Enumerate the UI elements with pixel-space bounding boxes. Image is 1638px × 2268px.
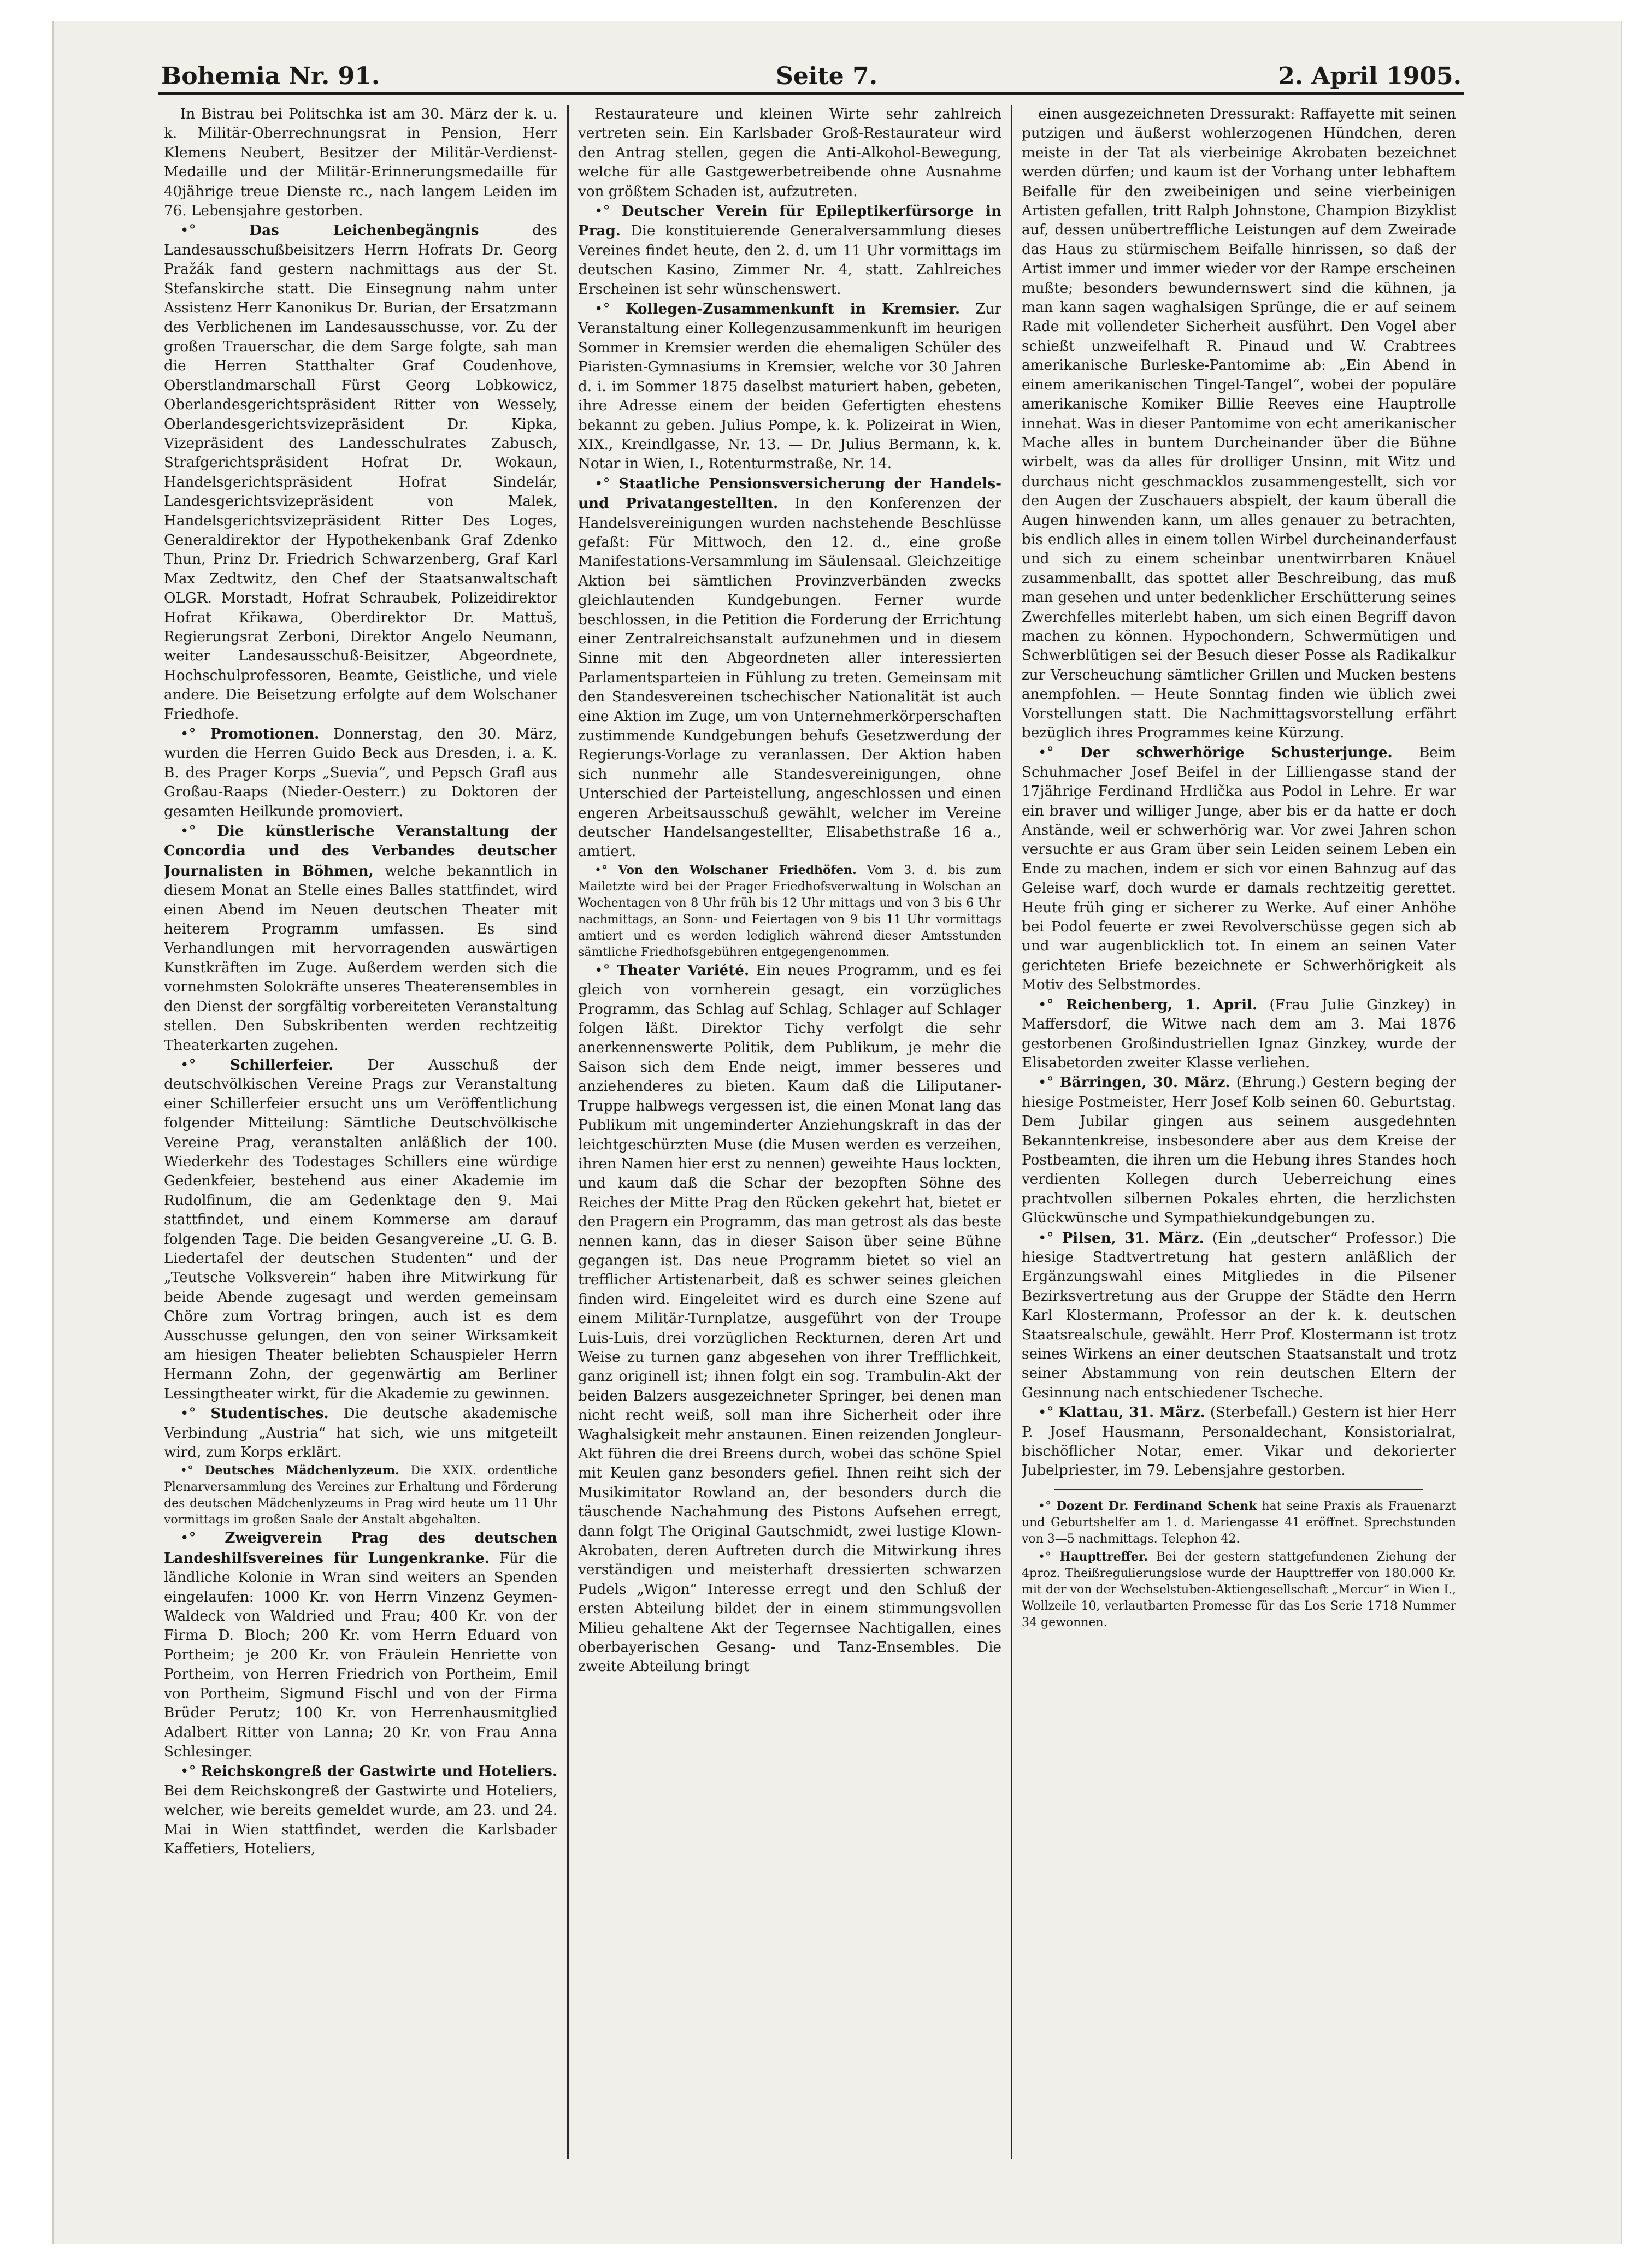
news-item-text: Vom 3. d. bis zum Mailetzte wird bei der Prager Friedhofsverwaltung in Wolschan an Wochentagen von 8 Uhr früh bis 12 Uhr mittags und von 3 bis 6 Uhr nachmittags, an Sonn- und Feiertagen von 9 bis 11 Uhr vormittags amtiert und es werden lediglich während dieser Amtsstunden sämtliche Friedhofsgebühren entgegengenommen. (578, 863, 1001, 959)
news-item-heading: Deutsches Mädchenlyzeum. (204, 1463, 399, 1478)
column-1 (164, 105, 557, 2159)
news-item-text: (Ehrung.) Gestern beging der hiesige Postmeister, Herr Josef Kolb seinen 60. Geburtstag. Dem Jubilar gingen aus seinem ausgedehnten Bekanntenkreise, insbesondere aber aus dem Kreise der Postbeamten, die ihren um die Hebung ihres Standes hoch verdienten Kollegen durch Ueberreichung eines prachtvollen silbernen Pokales ehrten, die herzlichsten Glückwünsche und Sympathiekundgebungen zu. (1022, 1074, 1456, 1227)
news-item-heading: Reichskongreß der Gastwirte und Hoteliers. (201, 1763, 557, 1780)
news-item: •° Bärringen, 30. März. (Ehrung.) Gestern beging der hiesige Postmeister, Herr Josef Kolb seinen 60. Geburtstag. Dem Jubilar gingen aus seinem ausgedehnten Bekanntenkreise, insbesondere aber aus dem Kreise der Postbeamten, die ihren um die Hebung ihres Standes hoch verdienten Kollegen durch Ueberreichung eines prachtvollen silbernen Pokales ehrten, die herzlichsten Glückwünsche und Sympathiekundgebungen zu. (1022, 1074, 1456, 1227)
news-item: •° Das Leichenbegängnis des Landesausschußbeisitzers Herrn Hofrats Dr. Georg Pražák fand gestern nachmittags aus der St. Stefanskirche statt. Die Einsegnung nahm unter Assistenz Herr Kanonikus Dr. Burian, der Ersatzmann des Verblichenen im Landesausschusse, vor. Zu der großen Trauerschar, die dem Sarge folgte, sah man die Herren Statthalter Graf Coudenhove, Oberstlandmarschall Fürst Georg Lobkowicz, Oberlandesgerichtspräsident Ritter von Wessely, Oberlandesgerichtsvizepräsident Dr. Kipka, Vizepräsident des Landesschulrates Zabusch, Strafgerichtspräsident Hofrat Dr. Wokaun, Handelsgerichtspräsident Hofrat Sindelár, Landesgerichtsvizepräsident von Malek, Handelsgerichtsvizepräsident Ritter Des Loges, Generaldirektor der Hypothekenbank Graf Zdenko Thun, Prinz Dr. Friedrich Schwarzenberg, Graf Karl Max Zedtwitz, den Chef der Staatsanwaltschaft OLGR. Morstadt, Hofrat Schraubek, Polizeidirektor Hofrat Křikawa, Oberdirektor Dr. Mattuš, Regierungsrat Zerboni, Direktor Angelo Neumann, weiter Landesausschuß-Beisitzer, Abgeordnete, Hochschulprofessoren, Beamte, Geistliche, und viele andere. Die Beisetzung erfolgte auf dem Wolschaner Friedhofe. (164, 222, 557, 723)
column-separator (567, 105, 569, 2159)
news-item: •° Zweigverein Prag des deutschen Landeshilfsvereines für Lungenkranke. Für die ländliche Kolonie in Wran sind weiters an Spenden eingelaufen: 1000 Kr. von Herrn Vinzenz Geymen-Waldeck von Waldried und Frau; 400 Kr. von der Firma D. Bloch; 200 Kr. vom Herrn Eduard von Portheim; je 200 Kr. von Fräulein Henriette von Portheim, von Herren Friedrich von Portheim, Emil von Portheim, Sigmund Fischl und von der Firma Brüder Perutz; 100 Kr. von Herrenhausmitglied Adalbert Ritter von Lanna; 20 Kr. von Frau Anna Schlesinger. (164, 1529, 557, 1760)
news-item-text: Bei dem Reichskongreß der Gastwirte und Hoteliers, welcher, wie bereits gemeldet wurde, am 23. und 24. Mai in Wien stattfindet, werden die Karlsbader Kaffetiers, Hoteliers, (164, 1782, 557, 1857)
news-item-text: Die deutsche akademische Verbindung „Austria“ hat sich, wie uns mitgeteilt wird, zum Korps erklärt. (164, 1405, 557, 1461)
news-item-heading: Reichenberg, 1. April. (1065, 996, 1258, 1013)
news-item-heading: Theater Variété. (617, 961, 750, 979)
news-item: •° Schillerfeier. Der Ausschuß der deutschvölkischen Vereine Prags zur Veranstaltung einer Schillerfeier ersucht uns um Veröffentlichung folgender Mitteilung: Sämtliche Deutschvölkische Vereine Prag, veranstalten anläßlich der 100. Wiederkehr des Todestages Schillers eine würdige Gedenkfeier, bestehend aus einer Akademie im Rudolfinum, die am Gedenktage den 9. Mai stattfindet, und einem Kommerse am darauf folgenden Tage. Die beiden Gesangvereine „U. G. B. Liedertafel der deutschen Studenten“ und der „Teutsche Volksverein“ haben ihre Mitwirkung für beide Abende zugesagt und werden gemeinsam Chöre zum Vortrag bringen, auch ist es dem Ausschusse gelungen, den von seiner Wirksamkeit am hiesigen Theater beliebten Schauspieler Herrn Hermann Zohn, der gegenwärtig am Berliner Lessingtheater wirkt, für die Akademie zu gewinnen. (164, 1056, 557, 1402)
news-item-text: (Frau Julie Ginzkey) in Maffersdorf, die Witwe nach dem am 3. Mai 1876 gestorbenen Großindustriellen Ignaz Ginzkey, wurde der Elisabetorden zweiter Klasse verliehen. (1022, 996, 1456, 1071)
news-item-text: (Ein „deutscher“ Professor.) Die hiesige Stadtvertretung hat gestern anläßlich der Ergänzungswahl eines Mitgliedes in die Pilsener Bezirksvertretung aus der Gruppe der Städte den Herrn Karl Klostermann, Professor an der k. k. deutschen Staatsrealschule, gewählt. Herr Prof. Klostermann ist trotz seines Wirkens an einer deutschen Staatsanstalt und trotz seiner Abstammung von rein deutschen Eltern der Gesinnung nach entschiedener Tscheche. (1022, 1230, 1456, 1401)
news-item-heading: Kollegen-Zusammenkunft in Kremsier. (626, 300, 960, 318)
news-item: •° Kollegen-Zusammenkunft in Kremsier. Zur Veranstaltung einer Kollegenzusammenkunft im heurigen Sommer in Kremsier werden die ehemaligen Schüler des Piaristen-Gymnasiums in Kremsier, welche vor 30 Jahren d. i. im Sommer 1875 daselbst maturiert haben, gebeten, ihre Adresse einem der beiden Gefertigten ehestens bekannt zu geben. Julius Pompe, k. k. Polizeirat in Wien, XIX., Kreindlgasse, Nr. 13. — Dr. Julius Bermann, k. k. Notar in Wien, I., Rotenturmstraße, Nr. 14. (578, 300, 1001, 472)
news-item: •° Promotionen. Donnerstag, den 30. März, wurden die Herren Guido Beck aus Dresden, i. a. K. B. des Prager Korps „Suevia“, und Pepsch Grafl aus Großau-Raaps (Nieder-Oesterr.) zu Doktoren der gesamten Heilkunde promoviert. (164, 725, 557, 820)
news-item-heading: Haupttreffer. (1059, 1549, 1148, 1564)
news-item-text: Die konstituierende Generalversammlung dieses Vereines findet heute, den 2. d. um 11 Uhr vormittags im deutschen Kasino, Zimmer Nr. 4, statt. Zahlreiches Erscheinen ist sehr wünschenswert. (578, 223, 1001, 298)
news-item: •° Haupttreffer. Bei der gestern stattgefundenen Ziehung der 4proz. Theißregulierungslose wurde der Haupttreffer von 180.000 Kr. mit der von der Wechselstuben-Aktiengesellschaft „Mercur“ in Wien I., Wollzeile 10, verlautbarten Promesse für das Los Serie 1718 Nummer 34 gewonnen. (1022, 1549, 1456, 1629)
news-item-text: (Sterbefall.) Gestern ist hier Herr P. Josef Hausmann, Personaldechant, Konsistorialrat, bischöflicher Notar, emer. Vikar und dekorierter Jubelpriester, im 79. Lebensjahre gestorben. (1022, 1404, 1456, 1479)
masthead-issue: Bohemia Nr. 91. (161, 62, 380, 90)
news-item-heading: Dozent Dr. Ferdinand Schenk (1056, 1498, 1257, 1513)
news-item-heading: Zweigverein Prag des deutschen Landeshilfsvereines für Lungenkranke. (164, 1529, 557, 1567)
news-item: •° Deutscher Verein für Epileptikerfürsorge in Prag. Die konstituierende Generalversammlung dieses Vereines findet heute, den 2. d. um 11 Uhr vormittags im deutschen Kasino, Zimmer Nr. 4, statt. Zahlreiches Erscheinen ist sehr wünschenswert. (578, 203, 1001, 298)
news-item-text: Zur Veranstaltung einer Kollegenzusammenkunft im heurigen Sommer in Kremsier werden die ehemaligen Schüler des Piaristen-Gymnasiums in Kremsier, welche vor 30 Jahren d. i. im Sommer 1875 daselbst maturiert haben, gebeten, ihre Adresse einem der beiden Gefertigten ehestens bekannt zu geben. Julius Pompe, k. k. Polizeirat in Wien, XIX., Kreindlgasse, Nr. 13. — Dr. Julius Bermann, k. k. Notar in Wien, I., Rotenturmstraße, Nr. 14. (578, 301, 1001, 472)
news-item-heading: Schillerfeier. (230, 1056, 334, 1073)
news-item (1022, 105, 1456, 743)
news-item-heading: Promotionen. (210, 725, 320, 742)
news-item-text: des Landesausschußbeisitzers Herrn Hofrats Dr. Georg Pražák fand gestern nachmittags aus der St. Stefanskirche statt. Die Einsegnung nahm unter Assistenz Herr Kanonikus Dr. Burian, der Ersatzmann des Verblichenen im Landesausschusse, vor. Zu der großen Trauerschar, die dem Sarge folgte, sah man die Herren Statthalter Graf Coudenhove, Oberstlandmarschall Fürst Georg Lobkowicz, Oberlandesgerichtspräsident Ritter von Wessely, Oberlandesgerichtsvizepräsident Dr. Kipka, Vizepräsident des Landesschulrates Zabusch, Strafgerichtspräsident Hofrat Dr. Wokaun, Handelsgerichtspräsident Hofrat Sindelár, Landesgerichtsvizepräsident von Malek, Handelsgerichtsvizepräsident Ritter Des Loges, Generaldirektor der Hypothekenbank Graf Zdenko Thun, Prinz Dr. Friedrich Schwarzenberg, Graf Karl Max Zedtwitz, den Chef der Staatsanwaltschaft OLGR. Morstadt, Hofrat Schraubek, Polizeidirektor Hofrat Křikawa, Oberdirektor Dr. Mattuš, Regierungsrat Zerboni, Direktor Angelo Neumann, weiter Landesausschuß-Beisitzer, Abgeordnete, Hochschulprofessoren, Beamte, Geistliche, und viele andere. Die Beisetzung erfolgte auf dem Wolschaner Friedhofe. (164, 222, 557, 723)
news-item-text: Die XXIX. ordentliche Plenarversammlung des Vereines zur Erhaltung und Förderung des deutschen Mädchenlyzeums in Prag wird heute um 11 Uhr vormittags im großen Saale der Anstalt abgehalten. (164, 1464, 557, 1527)
news-item-text: In Bistrau bei Politschka ist am 30. März der k. u. k. Militär-Oberrechnungsrat in Pension, Herr Klemens Neubert, Besitzer der Militär-Verdienst-Medaille und der Militär-Erinnerungsmedaille für 40jährige treue Dienste rc., nach langem Leiden im 76. Lebensjahre gestorben. (164, 106, 557, 220)
news-item: •° Pilsen, 31. März. (Ein „deutscher“ Professor.) Die hiesige Stadtvertretung hat gestern anläßlich der Ergänzungswahl eines Mitgliedes in die Pilsener Bezirksvertretung aus der Gruppe der Städte den Herrn Karl Klostermann, Professor an der k. k. deutschen Staatsrealschule, gewählt. Herr Prof. Klostermann ist trotz seines Wirkens an einer deutschen Staatsanstalt und trotz seiner Abstammung von rein deutschen Eltern der Gesinnung nach entschiedener Tscheche. (1022, 1229, 1456, 1401)
news-item-heading: Das Leichenbegängnis (249, 222, 479, 239)
news-item-text: Beim Schuhmacher Josef Beifel in der Lilliengasse stand der 17jährige Ferdinand Hrdlička aus Podol in Lehre. Er war ein braver und williger Junge, aber bis er da hatte er doch Anstände, weil er schwerhörig war. Vor zwei Jahren schon versuchte er aus Gram über sein Leiden seinem Leben ein Ende zu machen, indem er sich vor einen Bahnzug auf das Geleise warf, doch wurde er damals rechtzeitig gerettet. Heute früh ging er sicherer zu Werke. Auf einer Anhöhe bei Podol feuerte er zwei Revolverschüsse gegen sich ab und war augenblicklich tot. In einem an seinen Vater gerichteten Briefe bezeichnete er Schwerhörigkeit als Motiv des Selbstmordes. (1022, 745, 1456, 994)
news-item-heading: Klattau, 31. März. (1058, 1404, 1205, 1421)
news-item-heading: Die künstlerische Veranstaltung der Concordia und des Verbandes deutscher Journalisten in Böhmen, (164, 823, 557, 879)
news-item: •° Staatliche Pensionsversicherung der Handels- und Privatangestellten. In den Konferenzen der Handelsvereinigungen wurden nachstehende Beschlüsse gefaßt: Für Mittwoch, den 12. d., eine große Manifestations-Versammlung im Säulensaal. Gleichzeitige Aktion bei sämtlichen Provinzverbänden zwecks gleichlautenden Kundgebungen. Ferner wurde beschlossen, in die Petition die Forderung der Errichtung einer Zentralreichsanstalt aufzunehmen und in diesem Sinne mit den Abgeordneten aller interessierten Parlamentsparteien in Fühlung zu treten. Gemeinsam mit den Standesvereinen tschechischer Nationalität ist auch eine Aktion im Zuge, um von Unternehmerkörperschaften zustimmende Kundgebungen behufs Gesetzwerdung der Regierungs-Vorlage zu veranlassen. Der Aktion haben sich nunmehr alle Standesvereinigungen, ohne Unterschied der Parteistellung, angeschlossen und einen engeren Arbeitsausschuß gewählt, welcher im Vereine deutscher Handelsangestellter, Elisabethstraße 16 a., amtiert. (578, 475, 1001, 860)
news-item (578, 105, 1001, 202)
news-item-text: In den Konferenzen der Handelsvereinigungen wurden nachstehende Beschlüsse gefaßt: Für Mittwoch, den 12. d., eine große Manifestations-Versammlung im Säulensaal. Gleichzeitige Aktion bei sämtlichen Provinzverbänden zwecks gleichlautenden Kundgebungen. Ferner wurde beschlossen, in die Petition die Forderung der Errichtung einer Zentralreichsanstalt aufzunehmen und in diesem Sinne mit den Abgeordneten aller interessierten Parlamentsparteien in Fühlung zu treten. Gemeinsam mit den Standesvereinen tschechischer Nationalität ist auch eine Aktion im Zuge, um von Unternehmerkörperschaften zustimmende Kundgebungen behufs Gesetzwerdung der Regierungs-Vorlage zu veranlassen. Der Aktion haben sich nunmehr alle Standesvereinigungen, ohne Unterschied der Parteistellung, angeschlossen und einen engeren Arbeitsausschuß gewählt, welcher im Vereine deutscher Handelsangestellter, Elisabethstraße 16 a., amtiert. (578, 495, 1001, 860)
news-item-text: Ein neues Programm, und es fei gleich von vornherein gesagt, ein vorzügliches Programm, das Schlag auf Schlag, Schlager auf Schlager folgen läßt. Direktor Tichy verfolgt die sehr anerkennenswerte Politik, dem Publikum, je mehr die Saison sich dem Ende neigt, immer besseres und anziehenderes zu bieten. Kaum daß die Liliputaner-Truppe halbwegs vergessen ist, die einen Monat lang das Publikum mit ungeminderter Anziehungskraft in das der leichtgeschürzten Muse (die Musen werden es verzeihen, ihren Namen hier erst zu nennen) geweihte Haus lockten, und kaum daß die Schar der bezopften Söhne des Reiches der Mitte Prag den Rücken gekehrt hat, bietet er den Pragern ein Programm, das man getrost als das beste nennen kann, das in dieser Saison über seine Bühne gegangen ist. Das neue Programm bietet so viel an trefflicher Artistenarbeit, daß es schwer seines gleichen finden wird. Eingeleitet wird es durch eine Szene auf einem Militär-Turnplatze, ausgeführt von der Troupe Luis-Luis, drei vorzüglichen Reckturnen, deren Art und Weise zu turnen ganz abgesehen von ihrer Trefflichkeit, ganz originell ist; ihnen folgt ein sog. Trambulin-Akt der beiden Balzers ausgezeichneter Springer, bei denen man nicht recht weiß, soll man ihre Sicherheit oder ihre Waghalsigkeit mehr anstaunen. Einen reizenden Jongleur-Akt führen die drei Breens durch, wobei das schöne Spiel mit Keulen ganz besonders gefiel. Ihnen reiht sich der Musikimitator Rowland an, der besonders durch die täuschende Nachahmung des Pistons Aufsehen erregt, dann folgt The Original Gautschmidt, zwei lustige Klown-Akrobaten, deren Auftreten durch die Mitwirkung ihres verständigen und meisterhaft dressierten schwarzen Pudels „Wigon“ Interesse erregt und den Schluß der ersten Abteilung bildet der in einem stimmungsvollen Milieu gehaltene Akt der Tegernsee Nachtigallen, eines oberbayerischen Gesang- und Tanz-Ensembles. Die zweite Abteilung bringt (578, 962, 1001, 1675)
news-item-text: welche bekanntlich in diesem Monat an Stelle eines Balles stattfindet, wird einen Abend im Neuen deutschen Theater mit heiterem Programm umfassen. Es sind Verhandlungen mit hervorragenden auswärtigen Kunstkräften im Zuge. Außerdem werden sich die vornehmsten Solokräfte unseres Theaterensembles in den Dienst der sorgfältig vorbereiteten Veranstaltung stellen. Den Subskribenten werden rechtzeitig Theaterkarten zugehen. (164, 863, 557, 1054)
section-divider (1054, 1489, 1423, 1490)
news-item: •° Theater Variété. Ein neues Programm, und es fei gleich von vornherein gesagt, ein vorzügliches Programm, das Schlag auf Schlag, Schlager auf Schlager folgen läßt. Direktor Tichy verfolgt die sehr anerkennenswerte Politik, dem Publikum, je mehr die Saison sich dem Ende neigt, immer besseres und anziehenderes zu bieten. Kaum daß die Liliputaner-Truppe halbwegs vergessen ist, die einen Monat lang das Publikum mit ungeminderter Anziehungskraft in das der leichtgeschürzten Muse (die Musen werden es verzeihen, ihren Namen hier erst zu nennen) geweihte Haus lockten, und kaum daß die Schar der bezopften Söhne des Reiches der Mitte Prag den Rücken gekehrt hat, bietet er den Pragern ein Programm, das man getrost als das beste nennen kann, das in dieser Saison über seine Bühne gegangen ist. Das neue Programm bietet so viel an trefflicher Artistenarbeit, daß es schwer seines gleichen finden wird. Eingeleitet wird es durch eine Szene auf einem Militär-Turnplatze, ausgeführt von der Troupe Luis-Luis, drei vorzüglichen Reckturnen, deren Art und Weise zu turnen ganz abgesehen von ihrer Trefflichkeit, ganz originell ist; ihnen folgt ein sog. Trambulin-Akt der beiden Balzers ausgezeichneter Springer, bei denen man nicht recht weiß, soll man ihre Sicherheit oder ihre Waghalsigkeit mehr anstaunen. Einen reizenden Jongleur-Akt führen die drei Breens durch, wobei das schöne Spiel mit Keulen ganz besonders gefiel. Ihnen reiht sich der Musikimitator Rowland an, der besonders durch die täuschende Nachahmung des Pistons Aufsehen erregt, dann folgt The Original Gautschmidt, zwei lustige Klown-Akrobaten, deren Auftreten durch die Mitwirkung ihres verständigen und meisterhaft dressierten schwarzen Pudels „Wigon“ Interesse erregt und den Schluß der ersten Abteilung bildet der in einem stimmungsvollen Milieu gehaltene Akt der Tegernsee Nachtigallen, eines oberbayerischen Gesang- und Tanz-Ensembles. Die zweite Abteilung bringt (578, 961, 1001, 1675)
news-item: •° Dozent Dr. Ferdinand Schenk hat seine Praxis als Frauenarzt und Geburtshelfer am 1. d. Mariengasse 41 eröffnet. Sprechstunden von 3—5 nachmittags. Telephon 42. (1022, 1498, 1456, 1546)
news-item: •° Studentisches. Die deutsche akademische Verbindung „Austria“ hat sich, wie uns mitgeteilt wird, zum Korps erklärt. (164, 1405, 557, 1461)
news-item-text: hat seine Praxis als Frauenarzt und Geburtshelfer am 1. d. Mariengasse 41 eröffnet. Sprechstunden von 3—5 nachmittags. Telephon 42. (1022, 1499, 1456, 1546)
news-item-text: Donnerstag, den 30. März, wurden die Herren Guido Beck aus Dresden, i. a. K. B. des Prager Korps „Suevia“, und Pepsch Grafl aus Großau-Raaps (Nieder-Oesterr.) zu Doktoren der gesamten Heilkunde promoviert. (164, 726, 557, 820)
news-item: •° Reichskongreß der Gastwirte und Hoteliers. Bei dem Reichskongreß der Gastwirte und Hoteliers, welcher, wie bereits gemeldet wurde, am 23. und 24. Mai in Wien stattfindet, werden die Karlsbader Kaffetiers, Hoteliers, (164, 1763, 557, 1857)
news-item: •° Der schwerhörige Schusterjunge. Beim Schuhmacher Josef Beifel in der Lilliengasse stand der 17jährige Ferdinand Hrdlička aus Podol in Lehre. Er war ein braver und williger Junge, aber bis er da hatte er doch Anstände, weil er schwerhörig war. Vor zwei Jahren schon versuchte er aus Gram über sein Leiden seinem Leben ein Ende zu machen, indem er sich vor einen Bahnzug auf das Geleise warf, doch wurde er damals rechtzeitig gerettet. Heute früh ging er sicherer zu Werke. Auf einer Anhöhe bei Podol feuerte er zwei Revolverschüsse gegen sich ab und war augenblicklich tot. In einem an seinen Vater gerichteten Briefe bezeichnete er Schwerhörigkeit als Motiv des Selbstmordes. (1022, 744, 1456, 994)
news-item-text: Restaurateure und kleinen Wirte sehr zahlreich vertreten sein. Ein Karlsbader Groß-Restaurateur wird den Antrag stellen, gegen die Anti-Alkohol-Bewegung, welche für alle Gastgewerbetreibende ohne Ausnahme von größtem Schaden ist, aufzutreten. (578, 106, 1001, 200)
column-separator (1011, 105, 1012, 2159)
news-item-heading: Von den Wolschaner Friedhöfen. (618, 863, 857, 877)
news-item-heading: Deutscher Verein für Epileptikerfürsorge in Prag. (578, 203, 1001, 240)
news-item-heading: Bärringen, 30. März. (1059, 1074, 1230, 1091)
news-item: •° Die künstlerische Veranstaltung der Concordia und des Verbandes deutscher Journalisten in Böhmen, welche bekanntlich in diesem Monat an Stelle eines Balles stattfindet, wird einen Abend im Neuen deutschen Theater mit heiterem Programm umfassen. Es sind Verhandlungen mit hervorragenden auswärtigen Kunstkräften im Zuge. Außerdem werden sich die vornehmsten Solokräfte unseres Theaterensembles in den Dienst der sorgfältig vorbereiteten Veranstaltung stellen. Den Subskribenten werden rechtzeitig Theaterkarten zugehen. (164, 823, 557, 1054)
news-item-text: einen ausgezeichneten Dressurakt: Raffayette mit seinen putzigen und äußerst wohlerzogenen Hündchen, deren meiste in der Tat als vierbeinige Akrobaten bezeichnet werden dürfen; und kaum ist der Vorhang unter lebhaftem Beifalle für den zweibeinigen und seine vierbeinigen Artisten gefallen, tritt Ralph Johnstone, Champion Bizyklist auf, dessen unübertreffliche Leistungen auf dem Zweirade das Haus zu stürmischem Beifalle hinrissen, so daß der Artist immer und immer wieder vor der Rampe erscheinen mußte; besonders bewundernswert sind die kühnen, ja man kann sagen waghalsigen Sprünge, die er auf seinem Rade mit vollendeter Sicherheit ausführt. Den Vogel aber schießt unzweifelhaft R. Pinaud und W. Crabtrees amerikanische Burleske-Pantomime ab: „Ein Abend in einem amerikanischen Tingel-Tangel“, wobei der populäre amerikanische Komiker Billie Reeves eine Hauptrolle innehat. Was in dieser Pantomime von echt amerikanischer Mache alles in buntem Durcheinander über die Bühne wirbelt, was da alles für drolliger Unsinn, mit Witz und durchaus nicht geschmacklos zusammengestellt, sich vor den Augen der Zuschauers abspielt, der kaum überall die Augen hinwenden kann, um alles genauer zu betrachten, bis endlich alles in einem tollen Wirbel durcheinanderfaust und sich zu einem scheinbar unentwirrbaren Knäuel zusammenballt, das spottet aller Beschreibung, das muß man gesehen und unter bedenklicher Erschütterung seines Zwerchfelles miterlebt haben, um sich einen Begriff davon machen zu können. Hypochondern, Schwermütigen und Schwerblütigen sei der Besuch dieser Posse als Radikalkur zur Verscheuchung sämtlicher Grillen und Mucken bestens anempfohlen. — Heute Sonntag finden wie üblich zwei Vorstellungen statt. Die Nachmittagsvorstellung erfährt bezüglich ihres Programmes keine Kürzung. (1022, 106, 1456, 741)
news-item-heading: Studentisches. (210, 1405, 329, 1422)
news-item: •° Deutsches Mädchenlyzeum. Die XXIX. ordentliche Plenarversammlung des Vereines zur Erhaltung und Förderung des deutschen Mädchenlyzeums in Prag wird heute um 11 Uhr vormittags im großen Saale der Anstalt abgehalten. (164, 1463, 557, 1527)
news-item-heading: Der schwerhörige Schusterjunge. (1080, 744, 1393, 761)
news-item-text: Bei der gestern stattgefundenen Ziehung der 4proz. Theißregulierungslose wurde der Haupttreffer von 180.000 Kr. mit der von der Wechselstuben-Aktiengesellschaft „Mercur“ in Wien I., Wollzeile 10, verlautbarten Promesse für das Los Serie 1718 Nummer 34 gewonnen. (1022, 1550, 1456, 1629)
column-2 (578, 105, 1001, 2159)
news-item-heading: Staatliche Pensionsversicherung der Handels- und Privatangestellten. (578, 475, 1001, 512)
news-item (164, 105, 557, 221)
news-item-text: Der Ausschuß der deutschvölkischen Vereine Prags zur Veranstaltung einer Schillerfeier ersucht uns um Veröffentlichung folgender Mitteilung: Sämtliche Deutschvölkische Vereine Prag, veranstalten anläßlich der 100. Wiederkehr des Todestages Schillers eine würdige Gedenkfeier, bestehend aus einer Akademie im Rudolfinum, die am Gedenktage den 9. Mai stattfindet, und einem Kommerse am darauf folgenden Tage. Die beiden Gesangvereine „U. G. B. Liedertafel der deutschen Studenten“ und der „Teutsche Volksverein“ haben ihre Mitwirkung für beide Abende zugesagt und werden gemeinsam Chöre zum Vortrag bringen, auch ist es dem Ausschusse gelungen, den von seiner Wirksamkeit am hiesigen Theater beliebten Schauspieler Herrn Hermann Zohn, der gegenwärtig am Berliner Lessingtheater wirkt, für die Akademie zu gewinnen. (164, 1056, 557, 1402)
news-item-heading: Pilsen, 31. März. (1062, 1229, 1204, 1247)
issue-date: 2. April 1905. (1278, 62, 1462, 90)
news-item: •° Reichenberg, 1. April. (Frau Julie Ginzkey) in Maffersdorf, die Witwe nach dem am 3. Mai 1876 gestorbenen Großindustriellen Ignaz Ginzkey, wurde der Elisabetorden zweiter Klasse verliehen. (1022, 996, 1456, 1071)
header-rule (158, 92, 1464, 94)
news-item-text: Für die ländliche Kolonie in Wran sind weiters an Spenden eingelaufen: 1000 Kr. von Herrn Vinzenz Geymen-Waldeck von Waldried und Frau; 400 Kr. von der Firma D. Bloch; 200 Kr. vom Herrn Eduard von Portheim; je 200 Kr. von Fräulein Henriette von Portheim, von Herren Friedrich von Portheim, Emil von Portheim, Sigmund Fischl und von der Firma Brüder Perutz; 100 Kr. von Herrenhausmitglied Adalbert Ritter von Lanna; 20 Kr. von Frau Anna Schlesinger. (164, 1550, 557, 1760)
column-3 (1022, 105, 1456, 2159)
page-number: Seite 7. (776, 62, 878, 90)
news-item: •° Von den Wolschaner Friedhöfen. Vom 3. d. bis zum Mailetzte wird bei der Prager Friedhofsverwaltung in Wolschan an Wochentagen von 8 Uhr früh bis 12 Uhr mittags und von 3 bis 6 Uhr nachmittags, an Sonn- und Feiertagen von 9 bis 11 Uhr vormittags amtiert und es werden lediglich während dieser Amtsstunden sämtliche Friedhofsgebühren entgegengenommen. (578, 863, 1001, 959)
news-item: •° Klattau, 31. März. (Sterbefall.) Gestern ist hier Herr P. Josef Hausmann, Personaldechant, Konsistorialrat, bischöflicher Notar, emer. Vikar und dekorierter Jubelpriester, im 79. Lebensjahre gestorben. (1022, 1404, 1456, 1479)
